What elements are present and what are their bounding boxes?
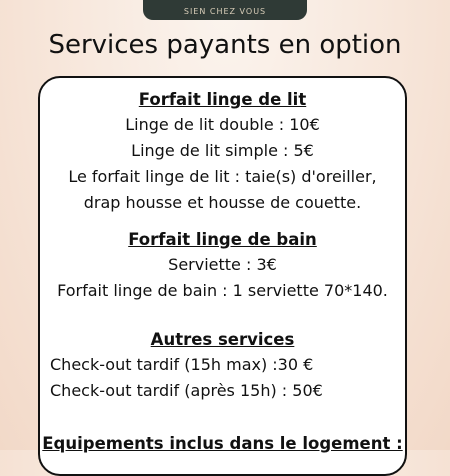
section-bed-linen <box>40 88 405 216</box>
page-title: Services payants en option <box>48 30 402 60</box>
price-line: Linge de lit simple : 5€ <box>131 141 314 160</box>
price-line: Check-out tardif (15h max) :30 € <box>50 355 314 374</box>
section-other-services <box>40 328 405 404</box>
top-banner <box>143 0 307 20</box>
section-title: Equipements inclus dans le logement : <box>42 434 403 453</box>
section-title: Forfait linge de lit <box>138 90 307 109</box>
price-line: Serviette : 3€ <box>168 255 277 274</box>
section-title: Forfait linge de bain <box>128 230 317 249</box>
services-card <box>38 76 407 476</box>
banner-text: SIEN CHEZ VOUS <box>183 7 267 16</box>
description-line: drap housse et housse de couette. <box>83 193 362 212</box>
section-included-equipment <box>40 432 405 456</box>
price-line: Linge de lit double : 10€ <box>125 115 320 134</box>
section-bath-linen <box>40 228 405 304</box>
description-line: Le forfait linge de lit : taie(s) d'oreiller, <box>68 167 377 186</box>
description-line: Forfait linge de bain : 1 serviette 70*140. <box>57 281 388 300</box>
price-line: Check-out tardif (après 15h) : 50€ <box>50 381 323 400</box>
section-title: Autres services <box>150 330 295 349</box>
